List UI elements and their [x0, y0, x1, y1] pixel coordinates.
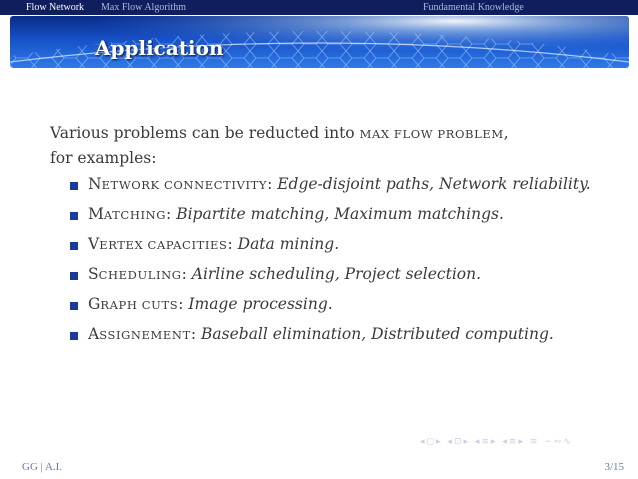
item-separator: :	[166, 205, 177, 223]
next-frame-arrow-icon[interactable]: ▸	[436, 437, 443, 447]
item-label: CHEDULING	[98, 268, 182, 282]
prev-section-arrow-icon[interactable]: ◂	[474, 437, 482, 447]
item-examples: Airline scheduling, Project selection.	[191, 265, 482, 283]
item-examples: Image processing.	[188, 295, 333, 313]
square-bullet-icon	[70, 302, 78, 310]
intro-line2: for examples:	[50, 149, 157, 167]
item-label: RAPH CUTS	[100, 298, 179, 312]
item-label: ATCHING	[103, 208, 167, 222]
problem-list	[50, 174, 610, 345]
prev-document-arrow-icon[interactable]: ◂	[502, 437, 509, 447]
prev-subsection-arrow-icon[interactable]: ◂	[447, 437, 454, 447]
square-bullet-icon	[70, 242, 78, 250]
list-item	[88, 264, 610, 285]
section-icon[interactable]: ≡	[481, 437, 491, 447]
intro-term: MAX FLOW PROBLEM	[359, 127, 504, 141]
item-examples: Edge-disjoint paths, Network reliability.	[277, 175, 591, 193]
intro-paragraph	[50, 121, 610, 170]
next-section-arrow-icon[interactable]: ▸	[490, 437, 498, 447]
slide-body	[50, 121, 610, 354]
align-icon[interactable]: ≡	[529, 437, 540, 447]
next-subsection-arrow-icon[interactable]: ▸	[463, 437, 471, 447]
list-item	[88, 324, 610, 345]
item-separator: :	[178, 295, 189, 313]
item-label: ETWORK CONNECTIVITY	[101, 178, 268, 192]
search-icon[interactable]: ∽∾∿	[544, 437, 573, 447]
nav-section-flow-network[interactable]: Flow Network	[26, 2, 85, 13]
frame-icon[interactable]: ◻	[426, 437, 437, 447]
item-label-initial: G	[88, 295, 101, 313]
item-label-initial: N	[88, 175, 102, 193]
item-examples: Data mining.	[237, 235, 340, 253]
item-label-initial: V	[88, 235, 100, 253]
footer-page-number: 3/15	[604, 461, 624, 473]
item-label-initial: S	[88, 265, 99, 283]
intro-tail: ,	[503, 124, 509, 142]
list-item	[88, 174, 610, 195]
item-separator: :	[267, 175, 278, 193]
intro-lead: Various problems can be reducted into	[50, 124, 360, 142]
item-examples: Bipartite matching, Maximum matchings.	[176, 205, 504, 223]
item-label-initial: A	[88, 325, 100, 343]
beamer-navigation-symbols	[420, 437, 573, 449]
item-label-initial: M	[88, 205, 104, 223]
nav-section-fundamental-knowledge[interactable]: Fundamental Knowledge	[423, 2, 524, 13]
square-bullet-icon	[70, 182, 78, 190]
item-label: SSIGNEMENT	[99, 328, 191, 342]
square-bullet-icon	[70, 212, 78, 220]
list-item	[88, 234, 610, 255]
list-item	[88, 294, 610, 315]
top-navigation-bar	[0, 0, 638, 15]
item-separator: :	[181, 265, 192, 283]
first-frame-arrow-icon[interactable]: ◂	[420, 437, 427, 447]
nav-section-max-flow-algorithm[interactable]: Max Flow Algorithm	[101, 2, 187, 13]
footer-author: GG | A.I.	[22, 461, 63, 473]
item-label: ERTEX CAPACITIES	[99, 238, 228, 252]
frame-header-banner	[10, 16, 629, 68]
item-separator: :	[190, 325, 202, 343]
square-bullet-icon	[70, 272, 78, 280]
subsection-icon[interactable]: ⊡	[453, 437, 464, 447]
frame-title: Application	[95, 36, 224, 60]
next-document-arrow-icon[interactable]: ▸	[518, 437, 525, 447]
document-icon[interactable]: ≡	[508, 437, 519, 447]
list-item	[88, 204, 610, 225]
item-examples: Baseball elimination, Distributed computing.	[201, 325, 554, 343]
item-separator: :	[227, 235, 238, 253]
square-bullet-icon	[70, 332, 78, 340]
